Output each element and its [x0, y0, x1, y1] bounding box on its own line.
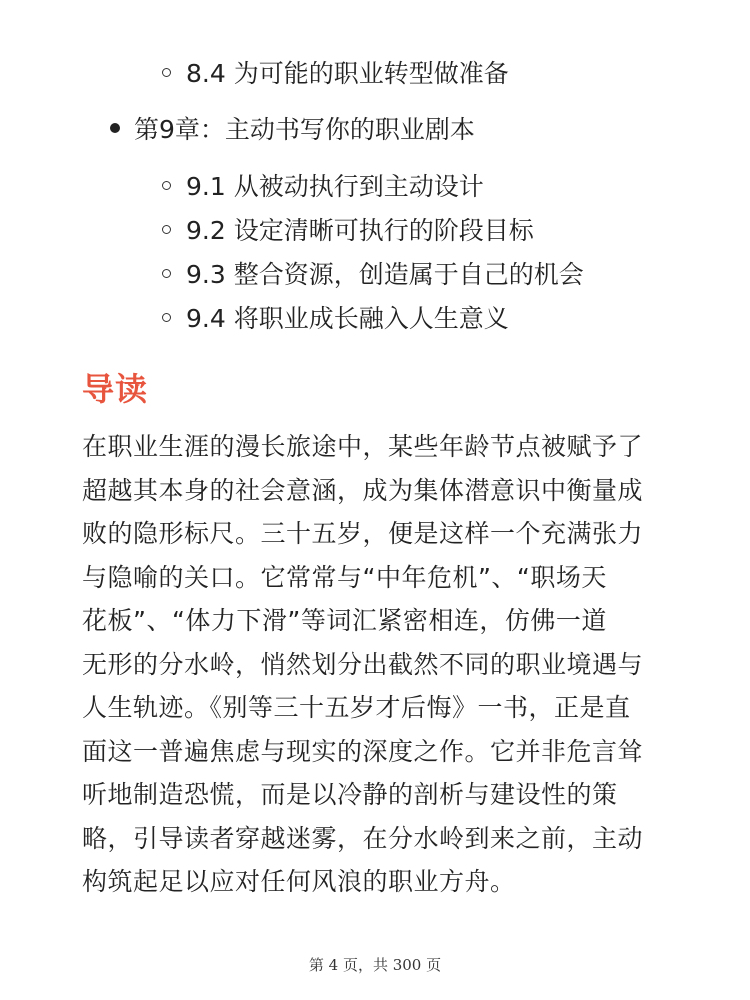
- toc-item-label: 9.3 整合资源，创造属于自己的机会: [186, 260, 584, 289]
- circle-bullet-icon: [162, 225, 171, 234]
- paragraph-line: 在职业生涯的漫长旅途中，某些年龄节点被赋予了: [82, 432, 644, 461]
- paragraph-line: 面这一普遍焦虑与现实的深度之作。它并非危言耸: [82, 736, 644, 766]
- paragraph-line: 略，引导读者穿越迷雾，在分水岭到来之前，主动: [82, 823, 644, 853]
- toc-item-9-2[interactable]: [162, 209, 534, 249]
- toc-item-label: 9.2 设定清晰可执行的阶段目标: [186, 216, 534, 245]
- toc-item-9-4[interactable]: [162, 297, 509, 337]
- paragraph-line: 花板”、“体力下滑”等词汇紧密相连，仿佛一道: [82, 606, 607, 635]
- paragraph-line: 人生轨迹。《别等三十五岁才后悔》一书，正是直: [82, 693, 631, 722]
- paragraph-line: 听地制造恐慌，而是以冷静的剖析与建设性的策: [82, 780, 618, 809]
- intro-paragraph: [82, 425, 672, 904]
- paragraph-line: 败的隐形标尺。三十五岁，便是这样一个充满张力: [82, 519, 644, 548]
- disc-bullet-icon: [110, 123, 120, 133]
- toc-item-label: 9.4 将职业成长融入人生意义: [186, 304, 509, 333]
- toc-chapter-label: 第9章：主动书写你的职业剧本: [134, 115, 475, 144]
- toc-item-8-4[interactable]: [162, 52, 509, 92]
- toc-item-label: 8.4 为可能的职业转型做准备: [186, 59, 509, 88]
- paragraph-line: 与隐喻的关口。它常常与“中年危机”、“职场天: [82, 562, 607, 592]
- toc-item-label: 9.1 从被动执行到主动设计: [186, 172, 484, 201]
- paragraph-line: 超越其本身的社会意涵，成为集体潜意识中衡量成: [82, 475, 644, 505]
- circle-bullet-icon: [162, 313, 171, 322]
- page-number-footer: 第 4 页，共 300 页: [308, 956, 442, 974]
- toc-item-9-3[interactable]: [162, 253, 584, 293]
- toc-chapter-9[interactable]: [110, 108, 475, 148]
- toc-item-9-1[interactable]: [162, 165, 484, 205]
- section-heading: 导读: [82, 370, 149, 408]
- paragraph-line: 构筑起足以应对任何风浪的职业方舟。: [82, 867, 516, 896]
- circle-bullet-icon: [162, 68, 171, 77]
- circle-bullet-icon: [162, 181, 171, 190]
- circle-bullet-icon: [162, 269, 171, 278]
- paragraph-line: 无形的分水岭，悄然划分出截然不同的职业境遇与: [82, 649, 644, 679]
